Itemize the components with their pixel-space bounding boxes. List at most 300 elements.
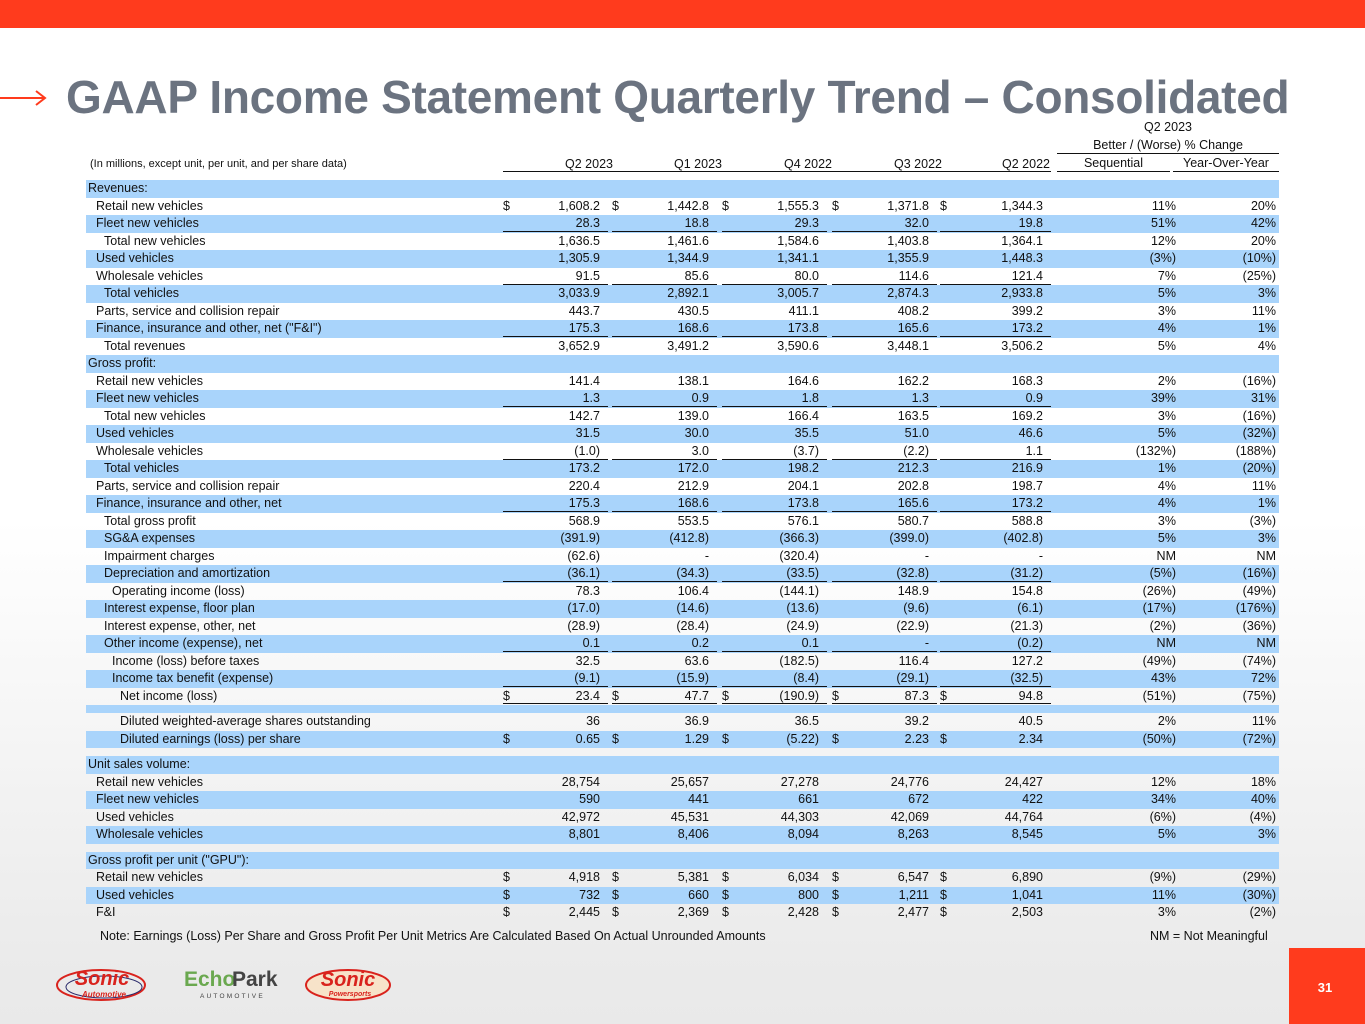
sequential-change: NM	[1156, 548, 1176, 563]
table-cell	[832, 670, 937, 687]
cell-value: (182.5)	[779, 653, 819, 668]
cell-value: 1,041	[1011, 887, 1043, 902]
table-cell	[940, 338, 1051, 355]
cell-value: 169.2	[1011, 408, 1043, 423]
year-over-year-change: (10%)	[1242, 251, 1276, 265]
cell-value: (399.0)	[889, 531, 929, 545]
cell-value: 142.7	[568, 408, 600, 423]
table-cell	[722, 390, 827, 407]
table-cell	[503, 285, 608, 302]
spacer-row	[86, 705, 1279, 713]
table-cell	[832, 390, 937, 407]
cell-value: 1,355.9	[887, 251, 929, 265]
table-cell	[832, 198, 937, 215]
table-cell	[503, 443, 608, 460]
table-cell	[722, 688, 827, 706]
table-cell	[940, 513, 1051, 530]
sequential-change: NM	[1156, 636, 1176, 650]
table-cell	[503, 215, 608, 232]
sequential-change: 4%	[1157, 478, 1176, 493]
cell-value: 30.0	[684, 426, 709, 440]
table-cell	[722, 198, 827, 215]
table-cell	[722, 495, 827, 512]
section-header-row	[86, 180, 1279, 198]
table-cell	[722, 215, 827, 232]
table-cell	[503, 774, 608, 791]
table-cell	[940, 583, 1051, 600]
table-row	[86, 548, 1279, 566]
table-row	[86, 373, 1279, 391]
table-cell	[832, 809, 937, 826]
cell-value: 1,442.8	[667, 198, 709, 213]
table-cell	[612, 670, 717, 687]
sequential-change: (51%)	[1142, 688, 1176, 703]
table-cell	[612, 320, 717, 337]
cell-value: 47.7	[684, 688, 709, 703]
sequential-change: 43%	[1150, 671, 1176, 685]
table-cell	[832, 513, 937, 530]
cell-value: 732	[579, 887, 600, 902]
cell-value: (9.1)	[574, 671, 600, 685]
table-row	[86, 869, 1279, 887]
section-label: Gross profit per unit ("GPU"):	[88, 852, 249, 867]
cell-value: 568.9	[568, 513, 600, 528]
cell-value: 164.6	[787, 373, 819, 388]
table-cell	[612, 513, 717, 530]
table-cell	[612, 904, 717, 921]
table-cell	[612, 583, 717, 600]
table-cell	[832, 495, 937, 512]
table-cell	[503, 565, 608, 582]
page-title: GAAP Income Statement Quarterly Trend – Consolidated	[66, 71, 1290, 123]
table-row	[86, 513, 1279, 531]
cell-value: 198.2	[787, 461, 819, 475]
table-cell	[612, 495, 717, 512]
table-cell	[832, 791, 937, 808]
table-cell	[612, 373, 717, 390]
cell-value: 116.4	[898, 653, 929, 668]
sonic-automotive-wordmark: Sonic	[74, 968, 130, 990]
year-over-year-change: 4%	[1257, 338, 1276, 353]
year-over-year-change: 11%	[1251, 478, 1276, 493]
cell-value: 1,305.9	[558, 251, 600, 265]
cell-value: 441	[688, 792, 709, 806]
year-over-year-change: (29%)	[1242, 870, 1276, 884]
cell-value: 154.8	[1011, 583, 1043, 598]
cell-value: 8,263	[897, 827, 929, 841]
cell-value: 202.8	[897, 478, 929, 493]
page-number-box	[1289, 948, 1365, 1024]
cell-value: 18.8	[684, 216, 709, 230]
cell-value: 3,491.2	[667, 338, 709, 353]
currency-symbol: $	[832, 870, 839, 884]
echopark-wordmark-park: Park	[232, 968, 278, 991]
cell-value: (15.9)	[676, 671, 709, 685]
cell-value: 40.5	[1018, 714, 1043, 728]
sequential-change: (50%)	[1142, 731, 1176, 746]
cell-value: 6,890	[1011, 870, 1043, 884]
cell-value: 672	[908, 792, 929, 806]
table-cell	[722, 548, 827, 565]
cell-value: 106.4	[677, 583, 709, 598]
cell-value: (8.4)	[793, 671, 819, 685]
table-cell	[832, 688, 937, 706]
table-row	[86, 425, 1279, 443]
currency-symbol: $	[612, 198, 619, 213]
cell-value: 576.1	[787, 513, 819, 528]
table-cell	[940, 390, 1051, 407]
cell-value: 24,776	[890, 774, 929, 789]
table-cell	[503, 408, 608, 425]
cell-value: 660	[688, 887, 709, 902]
table-cell	[503, 904, 608, 921]
cell-value: (2.2)	[903, 443, 929, 458]
cell-value: 32.5	[575, 653, 600, 668]
table-cell	[722, 869, 827, 886]
cell-value: 168.3	[1011, 373, 1043, 388]
cell-value: (3.7)	[793, 443, 819, 458]
row-label: Used vehicles	[96, 809, 174, 824]
change-title: Better / (Worse) % Change	[1057, 138, 1279, 154]
table-cell	[722, 731, 827, 748]
cell-value: 87.3	[904, 688, 929, 703]
cell-value: 138.1	[677, 373, 709, 388]
sequential-change: (9%)	[1149, 870, 1176, 884]
cell-value: 165.6	[897, 496, 929, 510]
cell-value: 173.8	[787, 496, 819, 510]
year-over-year-change: 20%	[1250, 233, 1276, 248]
section-header-row	[86, 355, 1279, 373]
column-header-rule	[503, 171, 1051, 172]
row-label: Finance, insurance and other, net ("F&I")	[96, 321, 322, 335]
table-cell	[832, 268, 937, 285]
table-cell	[940, 478, 1051, 495]
table-cell	[612, 565, 717, 582]
cell-value: 3.0	[691, 443, 709, 458]
table-cell	[503, 791, 608, 808]
cell-value: (402.8)	[1003, 531, 1043, 545]
cell-value: 8,545	[1011, 827, 1043, 841]
table-cell	[612, 285, 717, 302]
table-cell	[503, 425, 608, 442]
row-label: Retail new vehicles	[96, 198, 203, 213]
year-over-year-change: (32%)	[1242, 426, 1276, 440]
cell-value: 8,801	[568, 827, 600, 841]
table-cell	[503, 460, 608, 477]
sequential-change: (49%)	[1142, 653, 1176, 668]
table-cell	[503, 618, 608, 635]
cell-value: 1.1	[1025, 443, 1043, 458]
cell-value: 3,033.9	[558, 286, 600, 300]
table-cell	[832, 904, 937, 921]
table-cell	[832, 826, 937, 843]
sequential-change: 4%	[1157, 321, 1176, 335]
cell-value: 166.4	[787, 408, 819, 423]
currency-symbol: $	[612, 688, 619, 703]
cell-value: 408.2	[897, 303, 929, 318]
table-cell	[503, 731, 608, 748]
table-row	[86, 285, 1279, 303]
year-over-year-change: (30%)	[1242, 887, 1276, 902]
cell-value: 46.6	[1018, 426, 1043, 440]
currency-symbol: $	[612, 870, 619, 884]
cell-value: 1,344.9	[667, 251, 709, 265]
sequential-change: (132%)	[1135, 443, 1176, 458]
cell-value: 127.2	[1011, 653, 1043, 668]
echopark-wordmark-echo: Echo	[184, 968, 236, 991]
row-label: Total new vehicles	[104, 408, 206, 423]
currency-symbol: $	[940, 688, 947, 703]
cell-value: 5,381	[677, 870, 709, 884]
row-label: Retail new vehicles	[96, 870, 203, 884]
cell-value: 1,364.1	[1001, 233, 1043, 248]
cell-value: 800	[798, 887, 819, 902]
table-cell	[940, 548, 1051, 565]
table-cell	[612, 425, 717, 442]
row-label: Retail new vehicles	[96, 373, 203, 388]
cell-value: 6,547	[897, 870, 929, 884]
cell-value: 553.5	[677, 513, 709, 528]
table-cell	[612, 731, 717, 748]
table-cell	[612, 250, 717, 267]
year-over-year-change: NM	[1256, 636, 1276, 650]
cell-value: 28.3	[575, 216, 600, 230]
year-over-year-change: 1%	[1257, 496, 1276, 510]
sequential-change: 11%	[1151, 198, 1176, 213]
table-cell	[940, 425, 1051, 442]
table-cell	[722, 250, 827, 267]
table-cell	[940, 285, 1051, 302]
cell-value: (34.3)	[676, 566, 709, 580]
table-cell	[503, 600, 608, 617]
row-label: Total vehicles	[104, 461, 180, 475]
sequential-change: (5%)	[1149, 566, 1176, 580]
row-label: Total revenues	[104, 338, 186, 353]
cell-value: 430.5	[677, 303, 709, 318]
cell-value: (1.0)	[574, 443, 600, 458]
cell-value: 94.8	[1018, 688, 1043, 703]
cell-value: 42,972	[561, 809, 600, 824]
table-cell	[503, 548, 608, 565]
column-header-q3-2022: Q3 2022	[894, 157, 942, 171]
cell-value: 80.0	[794, 268, 819, 283]
currency-symbol: $	[832, 905, 839, 919]
row-label: Impairment charges	[104, 548, 215, 563]
cell-value: 78.3	[575, 583, 600, 598]
table-cell	[940, 320, 1051, 337]
table-cell	[503, 233, 608, 250]
table-cell	[832, 250, 937, 267]
sequential-change: (17%)	[1142, 601, 1176, 615]
column-header-q1-2023: Q1 2023	[674, 157, 722, 171]
section-label: Gross profit:	[88, 356, 157, 370]
table-cell	[940, 904, 1051, 921]
table-cell	[832, 478, 937, 495]
cell-value: (33.5)	[786, 566, 819, 580]
cell-value: 36.9	[684, 714, 709, 728]
sequential-change: 2%	[1157, 373, 1176, 388]
currency-symbol: $	[832, 887, 839, 902]
table-cell	[722, 268, 827, 285]
table-cell	[832, 443, 937, 460]
cell-value: 1,461.6	[667, 233, 709, 248]
sequential-change: 39%	[1150, 391, 1176, 405]
table-cell	[722, 635, 827, 652]
table-cell	[940, 460, 1051, 477]
table-cell	[832, 653, 937, 670]
sonic-automotive-subtitle: Automotive	[82, 990, 126, 999]
table-cell	[612, 826, 717, 843]
year-over-year-change: 3%	[1257, 827, 1276, 841]
cell-value: 42,069	[890, 809, 929, 824]
currency-symbol: $	[503, 688, 510, 703]
table-cell	[832, 887, 937, 904]
cell-value: 2,933.8	[1001, 286, 1043, 300]
sequential-change: 1%	[1157, 461, 1176, 475]
table-row	[86, 338, 1279, 356]
sequential-header: Sequential	[1057, 156, 1170, 172]
table-cell	[612, 713, 717, 730]
table-cell	[503, 250, 608, 267]
table-row	[86, 478, 1279, 496]
table-cell	[940, 408, 1051, 425]
table-cell	[722, 513, 827, 530]
sonic-powersports-wordmark: Sonic	[320, 969, 376, 991]
row-label: Diluted earnings (loss) per share	[120, 731, 301, 746]
cell-value: (22.9)	[896, 618, 929, 633]
table-cell	[940, 774, 1051, 791]
table-cell	[722, 303, 827, 320]
cell-value: 1,403.8	[887, 233, 929, 248]
top-accent-bar	[0, 0, 1365, 28]
table-row	[86, 731, 1279, 749]
table-cell	[832, 530, 937, 547]
table-row	[86, 495, 1279, 513]
cell-value: (21.3)	[1010, 618, 1043, 633]
cell-value: 0.1	[582, 636, 600, 650]
year-over-year-change: (188%)	[1235, 443, 1276, 458]
currency-symbol: $	[722, 198, 729, 213]
cell-value: 2,503	[1011, 905, 1043, 919]
cell-value: 139.0	[677, 408, 709, 423]
table-cell	[503, 320, 608, 337]
table-row	[86, 390, 1279, 408]
table-cell	[722, 478, 827, 495]
cell-value: (14.6)	[676, 601, 709, 615]
sequential-change: 4%	[1157, 496, 1176, 510]
cell-value: (29.1)	[896, 671, 929, 685]
cell-value: (24.9)	[786, 618, 819, 633]
row-label: Total new vehicles	[104, 233, 206, 248]
table-row	[86, 565, 1279, 583]
currency-symbol: $	[503, 905, 510, 919]
row-label: Wholesale vehicles	[96, 827, 203, 841]
table-row	[86, 809, 1279, 827]
table-cell	[612, 215, 717, 232]
row-label: Interest expense, floor plan	[104, 601, 255, 615]
cell-value: 114.6	[898, 268, 929, 283]
table-cell	[940, 600, 1051, 617]
table-cell	[612, 338, 717, 355]
cell-value: 2,369	[677, 905, 709, 919]
change-period-label: Q2 2023	[1144, 120, 1192, 134]
cell-value: 173.2	[1011, 496, 1043, 510]
cell-value: 44,764	[1004, 809, 1043, 824]
table-cell	[832, 215, 937, 232]
cell-value: 172.0	[677, 461, 709, 475]
table-cell	[503, 583, 608, 600]
table-cell	[940, 618, 1051, 635]
cell-value: 661	[798, 792, 819, 806]
cell-value: 6,034	[787, 870, 819, 884]
table-cell	[612, 688, 717, 706]
table-cell	[503, 198, 608, 215]
year-over-year-change: 1%	[1257, 321, 1276, 335]
cell-value: 3,652.9	[558, 338, 600, 353]
currency-symbol: $	[722, 688, 729, 703]
row-label: Depreciation and amortization	[104, 566, 271, 580]
table-cell	[832, 338, 937, 355]
cell-value: 212.9	[677, 478, 709, 493]
table-cell	[832, 548, 937, 565]
cell-value: 0.9	[1025, 391, 1043, 405]
echopark-logo	[184, 968, 278, 1004]
table-cell	[503, 390, 608, 407]
year-over-year-change: (16%)	[1242, 408, 1276, 423]
page-number: 31	[1317, 980, 1333, 995]
currency-symbol: $	[612, 905, 619, 919]
table-cell	[722, 425, 827, 442]
units-note: (In millions, except unit, per unit, and per share data)	[90, 158, 347, 170]
cell-value: 590	[579, 792, 600, 806]
table-cell	[940, 887, 1051, 904]
table-cell	[940, 233, 1051, 250]
table-cell	[722, 285, 827, 302]
sequential-change: 5%	[1157, 827, 1176, 841]
cell-value: 2,892.1	[667, 286, 709, 300]
currency-symbol: $	[503, 731, 510, 746]
table-row	[86, 460, 1279, 478]
cell-value: (144.1)	[779, 583, 819, 598]
currency-symbol: $	[503, 887, 510, 902]
table-cell	[940, 198, 1051, 215]
table-cell	[722, 530, 827, 547]
sequential-change: (3%)	[1149, 251, 1176, 265]
table-cell	[612, 198, 717, 215]
table-cell	[940, 565, 1051, 582]
table-row	[86, 320, 1279, 338]
row-label: Interest expense, other, net	[104, 618, 256, 633]
table-cell	[612, 635, 717, 652]
cell-value: -	[924, 636, 929, 650]
currency-symbol: $	[940, 198, 947, 213]
row-label: Fleet new vehicles	[96, 391, 199, 405]
column-header-q2-2022: Q2 2022	[1002, 157, 1050, 171]
table-cell	[940, 713, 1051, 730]
table-cell	[832, 303, 937, 320]
year-over-year-change: (4%)	[1249, 809, 1276, 824]
cell-value: 175.3	[568, 321, 600, 335]
table-cell	[612, 530, 717, 547]
sequential-change: 5%	[1157, 286, 1176, 300]
currency-symbol: $	[722, 905, 729, 919]
cell-value: (6.1)	[1017, 601, 1043, 615]
table-cell	[612, 774, 717, 791]
row-label: Total vehicles	[104, 286, 180, 300]
table-cell	[832, 425, 937, 442]
cell-value: (0.2)	[1017, 636, 1043, 650]
table-cell	[612, 791, 717, 808]
